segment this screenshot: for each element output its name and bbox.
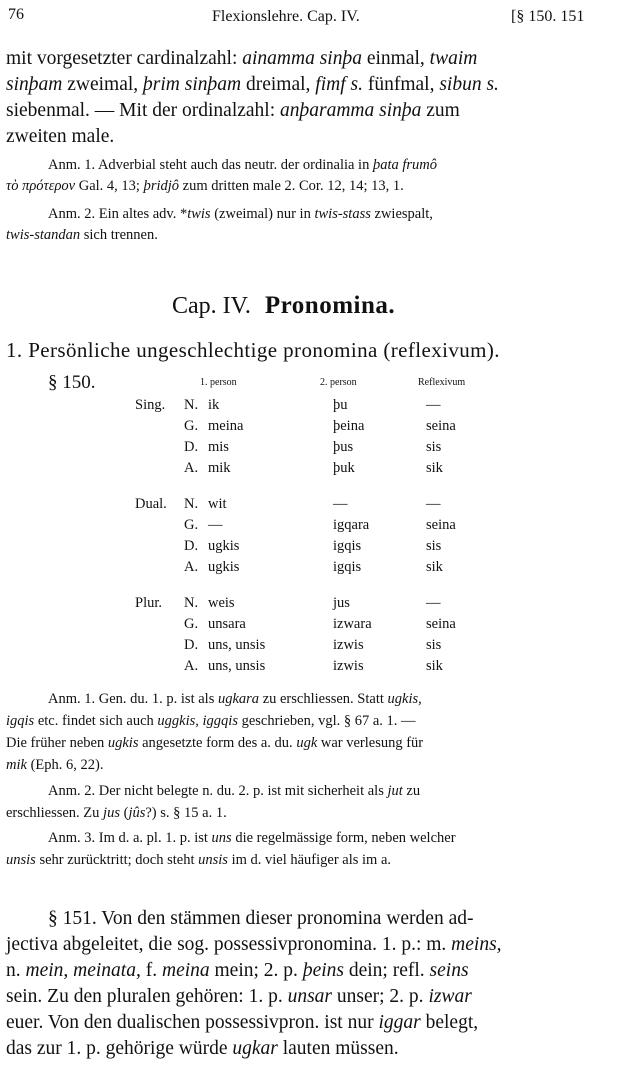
first-person-form: weis [208, 595, 235, 611]
text-run: ( [119, 805, 129, 821]
italic-word: sinþam [6, 74, 63, 95]
text-run: (Eph. 6, 22). [26, 757, 104, 773]
note-line [6, 850, 391, 871]
italic-word: jus [103, 805, 120, 821]
reflexive-form: sik [426, 559, 443, 575]
text-run: ?) s. § 15 a. 1. [145, 805, 227, 821]
text-run: etc. findet sich auch [34, 713, 158, 729]
first-person-form: ik [208, 397, 220, 413]
text-run: euer. Von den dualischen possessivpron. ist nur [6, 1012, 379, 1033]
italic-word: ugkar [232, 1038, 278, 1059]
case-label: N. [184, 595, 199, 611]
intro-line [6, 124, 114, 149]
italic-word: mein, meinata, [25, 960, 141, 981]
text-run: dreimal, [241, 74, 316, 95]
italic-word: þrim sinþam [143, 74, 242, 95]
paragraph-line [6, 958, 469, 983]
text-run: lauten müssen. [277, 1038, 399, 1059]
text-run: zu [402, 783, 421, 799]
italic-word: þeins [302, 960, 344, 981]
note-line [6, 755, 103, 776]
text-run: n. [6, 960, 26, 981]
text-run: war verlesung für [317, 735, 424, 751]
page-number: 76 [8, 6, 24, 23]
second-person-form: þu [333, 397, 348, 413]
italic-word: mik [6, 757, 27, 773]
italic-word: jut [387, 783, 403, 799]
number-label: Plur. [135, 595, 162, 611]
second-person-form: izwis [333, 658, 364, 674]
text-run: Anm. 3. Im d. a. pl. 1. p. ist [48, 830, 212, 846]
reflexive-form: seina [426, 616, 456, 632]
first-person-form: wit [208, 496, 227, 512]
intro-line [6, 46, 477, 71]
text-run: zweimal, [62, 74, 144, 95]
section-reference: [§ 150. 151 [511, 8, 585, 25]
text-run: erschliessen. Zu [6, 805, 104, 821]
note-line [48, 155, 437, 176]
second-person-form: igqara [333, 517, 370, 533]
italic-word: twaim [429, 48, 478, 69]
case-label: N. [184, 397, 199, 413]
text-run: mit vorgesetzter cardinalzahl: [6, 48, 243, 69]
text-run: dein; refl. [343, 960, 430, 981]
italic-word: sibun s. [439, 74, 499, 95]
chapter-heading [172, 292, 395, 320]
text-run: das zur 1. p. gehörige würde [6, 1038, 233, 1059]
text-run: angesetzte form des a. du. [138, 735, 297, 751]
text-run: geschrieben, vgl. § 67 a. 1. — [237, 713, 416, 729]
italic-word: unsis [198, 852, 228, 868]
second-person-form: izwis [333, 637, 364, 653]
text-run: f. [140, 960, 162, 981]
text-run: zu erschliessen. Statt [259, 691, 388, 707]
text-run: Anm. 1. Gen. du. 1. p. ist als [48, 691, 218, 707]
paragraph-line [6, 932, 502, 957]
second-person-form: þuk [333, 460, 355, 476]
intro-line [6, 98, 460, 123]
running-title: Flexionslehre. Cap. IV. [212, 8, 360, 25]
first-person-form: — [208, 517, 223, 533]
first-person-form: unsara [208, 616, 246, 632]
italic-word: jûs [128, 805, 146, 821]
first-person-form: uns, unsis [208, 658, 266, 674]
paragraph-line [6, 984, 472, 1009]
text-run: Gal. 4, 13; [75, 178, 144, 194]
reflexive-form: sis [426, 538, 442, 554]
first-person-form: meina [208, 418, 244, 434]
text-run: zum [421, 100, 460, 121]
italic-word: ugkis, [387, 691, 422, 707]
text-run: die regelmässige form, neben welcher [231, 830, 456, 846]
italic-word: anþaramma sinþa [280, 100, 422, 121]
case-label: G. [184, 517, 199, 533]
text-run: Anm. 1. Adverbial steht auch das neutr. der ordinalia in [48, 157, 373, 173]
italic-word: igqis [6, 713, 35, 729]
reflexive-form: seina [426, 517, 456, 533]
intro-line [6, 72, 499, 97]
text-run: sein. Zu den pluralen gehören: 1. p. [6, 986, 288, 1007]
text-run: sehr zurücktritt; doch steht [35, 852, 199, 868]
italic-word: fimf s. [315, 74, 363, 95]
italic-word: þata frumô [372, 157, 438, 173]
paragraph-line [48, 906, 473, 931]
chapter-title: Pronomina. [264, 292, 396, 319]
case-label: A. [184, 460, 199, 476]
text-run: Anm. 2. Ein altes adv. * [48, 206, 188, 222]
section-subheading: 1. Persönliche ungeschlechtige pronomina (reflexivum). [6, 338, 500, 362]
note-line [48, 204, 433, 225]
italic-word: uns [211, 830, 232, 846]
note-line [48, 828, 456, 849]
reflexive-form: sis [426, 439, 442, 455]
text-run: § 151. Von den stämmen dieser pronomina werden ad- [48, 908, 474, 929]
italic-word: ainamma sinþa [242, 48, 362, 69]
case-label: N. [184, 496, 199, 512]
second-person-form: igqis [333, 538, 362, 554]
number-label: Sing. [135, 397, 166, 413]
text-run: belegt, [420, 1012, 479, 1033]
note-line [6, 176, 404, 197]
text-run: im d. viel häufiger als im a. [227, 852, 392, 868]
reflexive-form: sik [426, 460, 443, 476]
text-run: zum dritten male 2. Cor. 12, 14; 13, 1. [179, 178, 404, 194]
reflexive-form: — [426, 496, 441, 512]
reflexive-form: sis [426, 637, 442, 653]
italic-word: unsar [287, 986, 333, 1007]
second-person-form: jus [333, 595, 350, 611]
case-label: G. [184, 616, 199, 632]
second-person-form: — [333, 496, 348, 512]
note-line [6, 711, 416, 732]
first-person-form: uns, unsis [208, 637, 266, 653]
text-run: zwiespalt, [370, 206, 433, 222]
number-label: Dual. [135, 496, 167, 512]
first-person-form: mis [208, 439, 229, 455]
case-label: D. [184, 637, 199, 653]
note-line [6, 225, 158, 246]
case-label: D. [184, 439, 199, 455]
italic-word: unsis [6, 852, 36, 868]
second-person-form: þus [333, 439, 354, 455]
italic-word: twis-standan [6, 227, 81, 243]
reflexive-form: — [426, 595, 441, 611]
italic-word: τὸ πρότερον [6, 178, 76, 194]
text-run: (zweimal) nur in [210, 206, 315, 222]
text-run: jectiva abgeleitet, die sog. possessivpronomina. 1. p.: m. [6, 934, 452, 955]
note-line [6, 803, 227, 824]
italic-word: ugkara [217, 691, 260, 707]
second-person-form: igqis [333, 559, 362, 575]
text-run: unser; 2. p. [332, 986, 429, 1007]
case-label: A. [184, 658, 199, 674]
text-run: Die früher neben [6, 735, 108, 751]
italic-word: meins, [451, 934, 502, 955]
text-run: Anm. 2. Der nicht belegte n. du. 2. p. ist mit sicherheit als [48, 783, 388, 799]
paragraph-line [6, 1036, 399, 1061]
text-run: sich trennen. [80, 227, 158, 243]
italic-word: izwar [428, 986, 472, 1007]
text-run: zweiten male. [6, 126, 115, 147]
case-label: D. [184, 538, 199, 554]
first-person-form: ugkis [208, 559, 240, 575]
italic-word: uggkis, iggqis [157, 713, 238, 729]
column-head: Reflexivum [418, 377, 466, 388]
italic-word: þridjô [143, 178, 180, 194]
note-line [48, 781, 420, 802]
chapter-label: Cap. IV. [172, 293, 251, 319]
paragraph-line [6, 1010, 478, 1035]
first-person-form: mik [208, 460, 231, 476]
italic-word: meina [161, 960, 210, 981]
italic-word: iggar [378, 1012, 421, 1033]
text-run: fünfmal, [362, 74, 440, 95]
first-person-form: ugkis [208, 538, 240, 554]
text-run: mein; 2. p. [209, 960, 303, 981]
column-head: 2. person [320, 377, 357, 388]
italic-word: seins [429, 960, 469, 981]
column-head: 1. person [200, 377, 237, 388]
second-person-form: izwara [333, 616, 372, 632]
text-run: einmal, [361, 48, 430, 69]
reflexive-form: — [426, 397, 441, 413]
reflexive-form: sik [426, 658, 443, 674]
italic-word: twis [187, 206, 211, 222]
italic-word: twis-stass [314, 206, 371, 222]
second-person-form: þeina [333, 418, 365, 434]
italic-word: ugkis [107, 735, 139, 751]
section-number: § 150. [48, 372, 96, 393]
case-label: A. [184, 559, 199, 575]
note-line [48, 689, 422, 710]
italic-word: ugk [296, 735, 318, 751]
note-line [6, 733, 423, 754]
text-run: siebenmal. — Mit der ordinalzahl: [6, 100, 281, 121]
reflexive-form: seina [426, 418, 456, 434]
case-label: G. [184, 418, 199, 434]
